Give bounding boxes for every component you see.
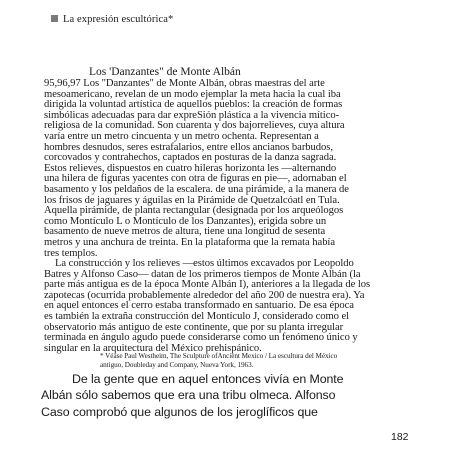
text-line: simbólicas adecuadas para dar expreSión plástica a la vivencia mítico- <box>44 109 340 121</box>
text-line: observatorio más antiguo de este continente, que por su planta irregular <box>44 321 344 333</box>
sans-text-line: Caso comprobó que algunos de los jeroglíficos que <box>41 404 318 419</box>
running-header: La expresión escultórica* <box>63 14 174 25</box>
text-line: singular en la arquitectura del México prehispánico. <box>44 342 262 354</box>
paragraph-2 <box>44 259 414 354</box>
section-title: Los 'Danzantes" de Monte Albán <box>89 66 241 78</box>
text-line: en aquel entonces el cerro estaba transformado en santuario. De esa época <box>44 300 354 312</box>
text-line: tres templos. <box>44 247 98 259</box>
text-line: mesoamericano, revelan de un modo ejemplar la meta hacia la cual iba <box>44 88 341 100</box>
text-line: Batres y Alfonso Caso— datan de los primeros tiempos de Monte Albán (la <box>44 268 361 280</box>
text-line: hombres desnudos, seres estrafalarios, entre ellos ancianos barbudos, <box>44 141 333 153</box>
page-number: 182 <box>391 431 409 443</box>
sans-text-line: Albán sólo sabemos que era una tribu olmeca. Alfonso <box>41 388 336 403</box>
text-line: Aquella pirámide, de planta rectangular (designada por los arqueólogos <box>44 205 344 217</box>
text-line: basamento de nueve metros de altura, tiene una longitud de sesenta <box>44 226 326 238</box>
text-line: terminada en ángulo agudo puede considerarse como un fenómeno único y <box>44 332 358 344</box>
sans-text-line: De la gente que en aquel entonces vivía en Monte <box>72 372 344 386</box>
text-line: zapotecas (ocurrida probablemente alrededor del año 200 de nuestra era). Ya <box>44 289 365 301</box>
text-line: basamento y los peldaños de la escalera. de una pirámide, a la manera de <box>44 183 349 195</box>
body-text <box>44 79 414 354</box>
footnote-line: * Véase Paul Westheim, The Sculpture ofAncient Mexico / La escultura del México <box>100 352 338 360</box>
text-line: Estos relieves, dispuestos en cuatro hileras horizonta les —alternando <box>44 162 337 174</box>
text-line: La construcción y los relieves —estos últimos excavados por Leopoldo <box>55 258 354 270</box>
footnote <box>100 352 430 370</box>
text-line: varía entre un metro cincuenta y un metro ochenta. Representan a <box>44 130 319 142</box>
text-line: como Montículo L o Montículo de los Danzantes), erigida sobre un <box>44 215 327 227</box>
text-line: 95,96,97 Los "Danzantes" de Monte Albán, obras maestras del arte <box>44 78 325 89</box>
text-line: parte más antigua es de la época Monte Albán I), anteriores a la llegada de los <box>44 279 371 291</box>
header-marker-square <box>51 15 58 22</box>
text-line: una hilera de figuras yacentes con otra de figuras en pie—, adornaban el <box>44 173 347 185</box>
text-line: religiosa de la comunidad. Son cuarenta y dos bajorrelieves, cuya altura <box>44 120 345 132</box>
text-line: es también la extraña construcción del Montículo J, considerado como el <box>44 311 350 323</box>
paragraph-1 <box>44 79 414 259</box>
text-line: metros y una anchura de treinta. En la plataforma que la remata había <box>44 236 335 248</box>
text-line: los frisos de jaguares y águilas en la Pirámide de Quetzalcóatl en Tula. <box>44 194 340 206</box>
text-line: corcovados y contrahechos, captados en posturas de la danza sagrada. <box>44 152 337 164</box>
text-line: dirigida la voluntad artística de aquellos pueblos: la creación de formas <box>44 99 343 111</box>
sans-paragraph <box>41 371 343 420</box>
footnote-line: antiguo, Doubleday and Company, Nueva York, 1963. <box>100 361 254 369</box>
